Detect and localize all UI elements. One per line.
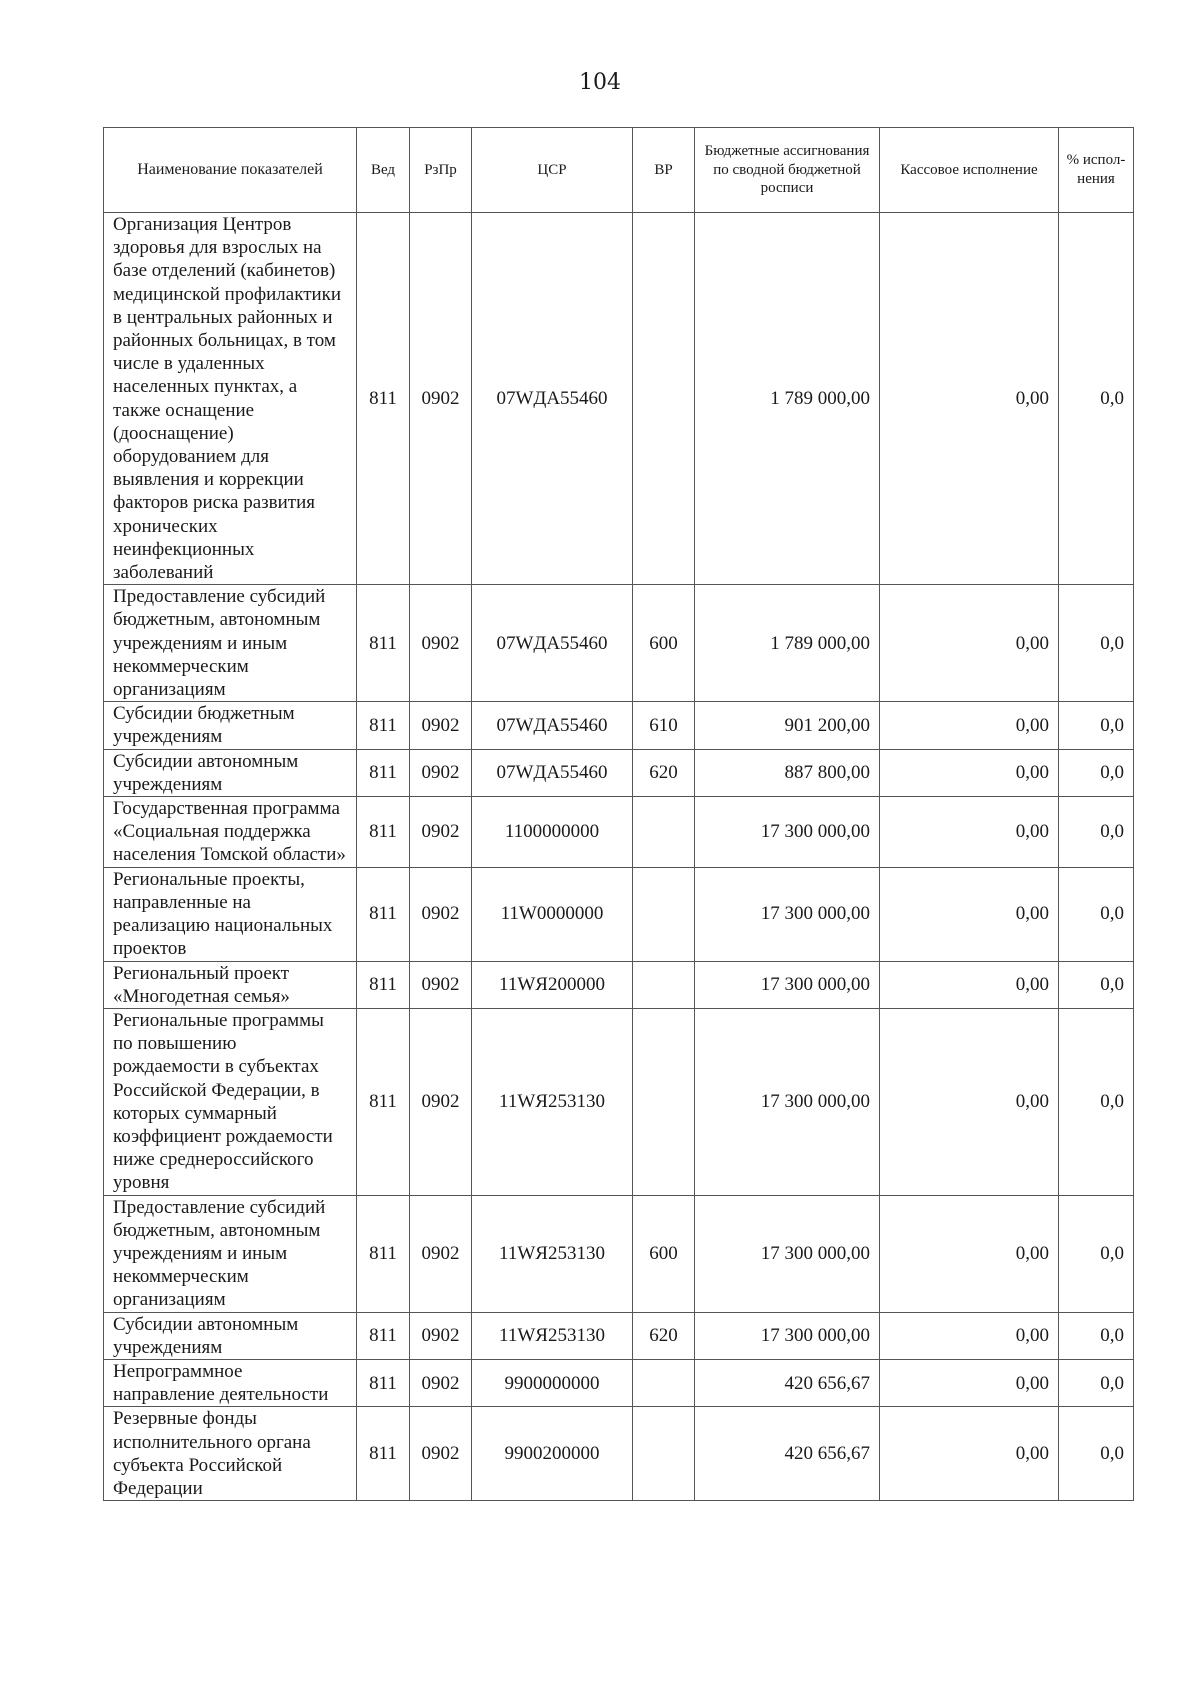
row-percent: 0,0 (1059, 961, 1134, 1008)
row-ved: 811 (357, 1312, 410, 1359)
row-ved: 811 (357, 1359, 410, 1406)
row-rzpr: 0902 (410, 1359, 472, 1406)
row-name: Субсидии автономным учреждениям (104, 749, 357, 796)
row-percent: 0,0 (1059, 1359, 1134, 1406)
row-rzpr: 0902 (410, 702, 472, 749)
table-row (104, 961, 1134, 1008)
row-name: Непрограммное направление деятельности (104, 1359, 357, 1406)
row-ved: 811 (357, 1407, 410, 1501)
table-header-row (104, 128, 1134, 213)
row-cash: 0,00 (880, 749, 1059, 796)
row-ved: 811 (357, 749, 410, 796)
row-vr: 610 (633, 702, 695, 749)
row-csr: 11W0000000 (472, 867, 633, 961)
row-vr (633, 1359, 695, 1406)
row-cash: 0,00 (880, 1359, 1059, 1406)
row-csr: 9900000000 (472, 1359, 633, 1406)
row-csr: 11WЯ253130 (472, 1312, 633, 1359)
header-rzpr: РзПр (410, 128, 472, 213)
row-ved: 811 (357, 1008, 410, 1195)
row-csr: 9900200000 (472, 1407, 633, 1501)
row-cash: 0,00 (880, 213, 1059, 585)
table-row (104, 749, 1134, 796)
row-budget: 420 656,67 (695, 1407, 880, 1501)
table-row (104, 585, 1134, 702)
header-percent: % испол-нения (1059, 128, 1134, 213)
row-percent: 0,0 (1059, 213, 1134, 585)
row-vr: 600 (633, 1195, 695, 1312)
row-cash: 0,00 (880, 702, 1059, 749)
row-vr (633, 213, 695, 585)
row-cash: 0,00 (880, 1312, 1059, 1359)
row-percent: 0,0 (1059, 702, 1134, 749)
table-row (104, 797, 1134, 868)
row-ved: 811 (357, 585, 410, 702)
row-vr: 620 (633, 1312, 695, 1359)
row-percent: 0,0 (1059, 867, 1134, 961)
row-name: Организация Центров здоровья для взрослых на базе отделений (кабинетов) медицинской профилактики в центральных районных и районных больницах, в том числе в удаленных населенных пунктах, а также оснащение (дооснащение) оборудованием для выявления и коррекции факторов риска развития хронических неинфекционных заболеваний (104, 213, 357, 585)
row-cash: 0,00 (880, 1407, 1059, 1501)
row-vr (633, 1008, 695, 1195)
row-percent: 0,0 (1059, 585, 1134, 702)
row-ved: 811 (357, 213, 410, 585)
header-cash: Кассовое исполнение (880, 128, 1059, 213)
row-percent: 0,0 (1059, 797, 1134, 868)
row-name: Региональные программы по повышению рождаемости в субъектах Российской Федерации, в которых суммарный коэффициент рождаемости ниже среднероссийского уровня (104, 1008, 357, 1195)
row-cash: 0,00 (880, 1008, 1059, 1195)
table-row (104, 213, 1134, 585)
page-number: 104 (579, 70, 621, 95)
row-name: Субсидии автономным учреждениям (104, 1312, 357, 1359)
row-csr: 11WЯ253130 (472, 1008, 633, 1195)
row-csr: 07WДА55460 (472, 749, 633, 796)
row-rzpr: 0902 (410, 1008, 472, 1195)
row-name: Государственная программа «Социальная поддержка населения Томской области» (104, 797, 357, 868)
row-rzpr: 0902 (410, 867, 472, 961)
row-percent: 0,0 (1059, 749, 1134, 796)
row-budget: 17 300 000,00 (695, 1008, 880, 1195)
row-vr (633, 961, 695, 1008)
table-row (104, 867, 1134, 961)
row-cash: 0,00 (880, 585, 1059, 702)
row-percent: 0,0 (1059, 1008, 1134, 1195)
row-csr: 07WДА55460 (472, 585, 633, 702)
row-vr (633, 867, 695, 961)
row-cash: 0,00 (880, 961, 1059, 1008)
table-row (104, 1359, 1134, 1406)
header-ved: Вед (357, 128, 410, 213)
row-ved: 811 (357, 867, 410, 961)
row-rzpr: 0902 (410, 749, 472, 796)
row-budget: 1 789 000,00 (695, 585, 880, 702)
row-name: Региональный проект «Многодетная семья» (104, 961, 357, 1008)
row-csr: 11WЯ200000 (472, 961, 633, 1008)
row-vr (633, 797, 695, 868)
row-name: Субсидии бюджетным учреждениям (104, 702, 357, 749)
row-budget: 887 800,00 (695, 749, 880, 796)
row-rzpr: 0902 (410, 1312, 472, 1359)
row-cash: 0,00 (880, 867, 1059, 961)
row-percent: 0,0 (1059, 1312, 1134, 1359)
row-vr: 620 (633, 749, 695, 796)
row-budget: 901 200,00 (695, 702, 880, 749)
row-budget: 17 300 000,00 (695, 1195, 880, 1312)
header-budget: Бюджетные ассигнования по сводной бюджетной росписи (695, 128, 880, 213)
row-csr: 07WДА55460 (472, 213, 633, 585)
row-budget: 17 300 000,00 (695, 867, 880, 961)
row-csr: 1100000000 (472, 797, 633, 868)
row-ved: 811 (357, 1195, 410, 1312)
header-vr: ВР (633, 128, 695, 213)
table-row (104, 702, 1134, 749)
row-name: Предоставление субсидий бюджетным, автономным учреждениям и иным некоммерческим организациям (104, 1195, 357, 1312)
row-rzpr: 0902 (410, 1195, 472, 1312)
row-csr: 11WЯ253130 (472, 1195, 633, 1312)
row-ved: 811 (357, 797, 410, 868)
row-cash: 0,00 (880, 797, 1059, 868)
table-row (104, 1195, 1134, 1312)
row-name: Предоставление субсидий бюджетным, автономным учреждениям и иным некоммерческим организациям (104, 585, 357, 702)
header-csr: ЦСР (472, 128, 633, 213)
row-rzpr: 0902 (410, 585, 472, 702)
row-budget: 17 300 000,00 (695, 797, 880, 868)
row-vr: 600 (633, 585, 695, 702)
table-row (104, 1407, 1134, 1501)
row-name: Региональные проекты, направленные на реализацию национальных проектов (104, 867, 357, 961)
row-budget: 1 789 000,00 (695, 213, 880, 585)
row-budget: 17 300 000,00 (695, 1312, 880, 1359)
header-name: Наименование показателей (104, 128, 357, 213)
row-name: Резервные фонды исполнительного органа субъекта Российской Федерации (104, 1407, 357, 1501)
row-rzpr: 0902 (410, 797, 472, 868)
table-row (104, 1008, 1134, 1195)
row-csr: 07WДА55460 (472, 702, 633, 749)
row-cash: 0,00 (880, 1195, 1059, 1312)
row-ved: 811 (357, 961, 410, 1008)
row-vr (633, 1407, 695, 1501)
row-percent: 0,0 (1059, 1195, 1134, 1312)
row-ved: 811 (357, 702, 410, 749)
row-percent: 0,0 (1059, 1407, 1134, 1501)
budget-execution-table (103, 127, 1134, 1501)
row-rzpr: 0902 (410, 213, 472, 585)
row-budget: 17 300 000,00 (695, 961, 880, 1008)
row-rzpr: 0902 (410, 1407, 472, 1501)
row-budget: 420 656,67 (695, 1359, 880, 1406)
table-row (104, 1312, 1134, 1359)
row-rzpr: 0902 (410, 961, 472, 1008)
